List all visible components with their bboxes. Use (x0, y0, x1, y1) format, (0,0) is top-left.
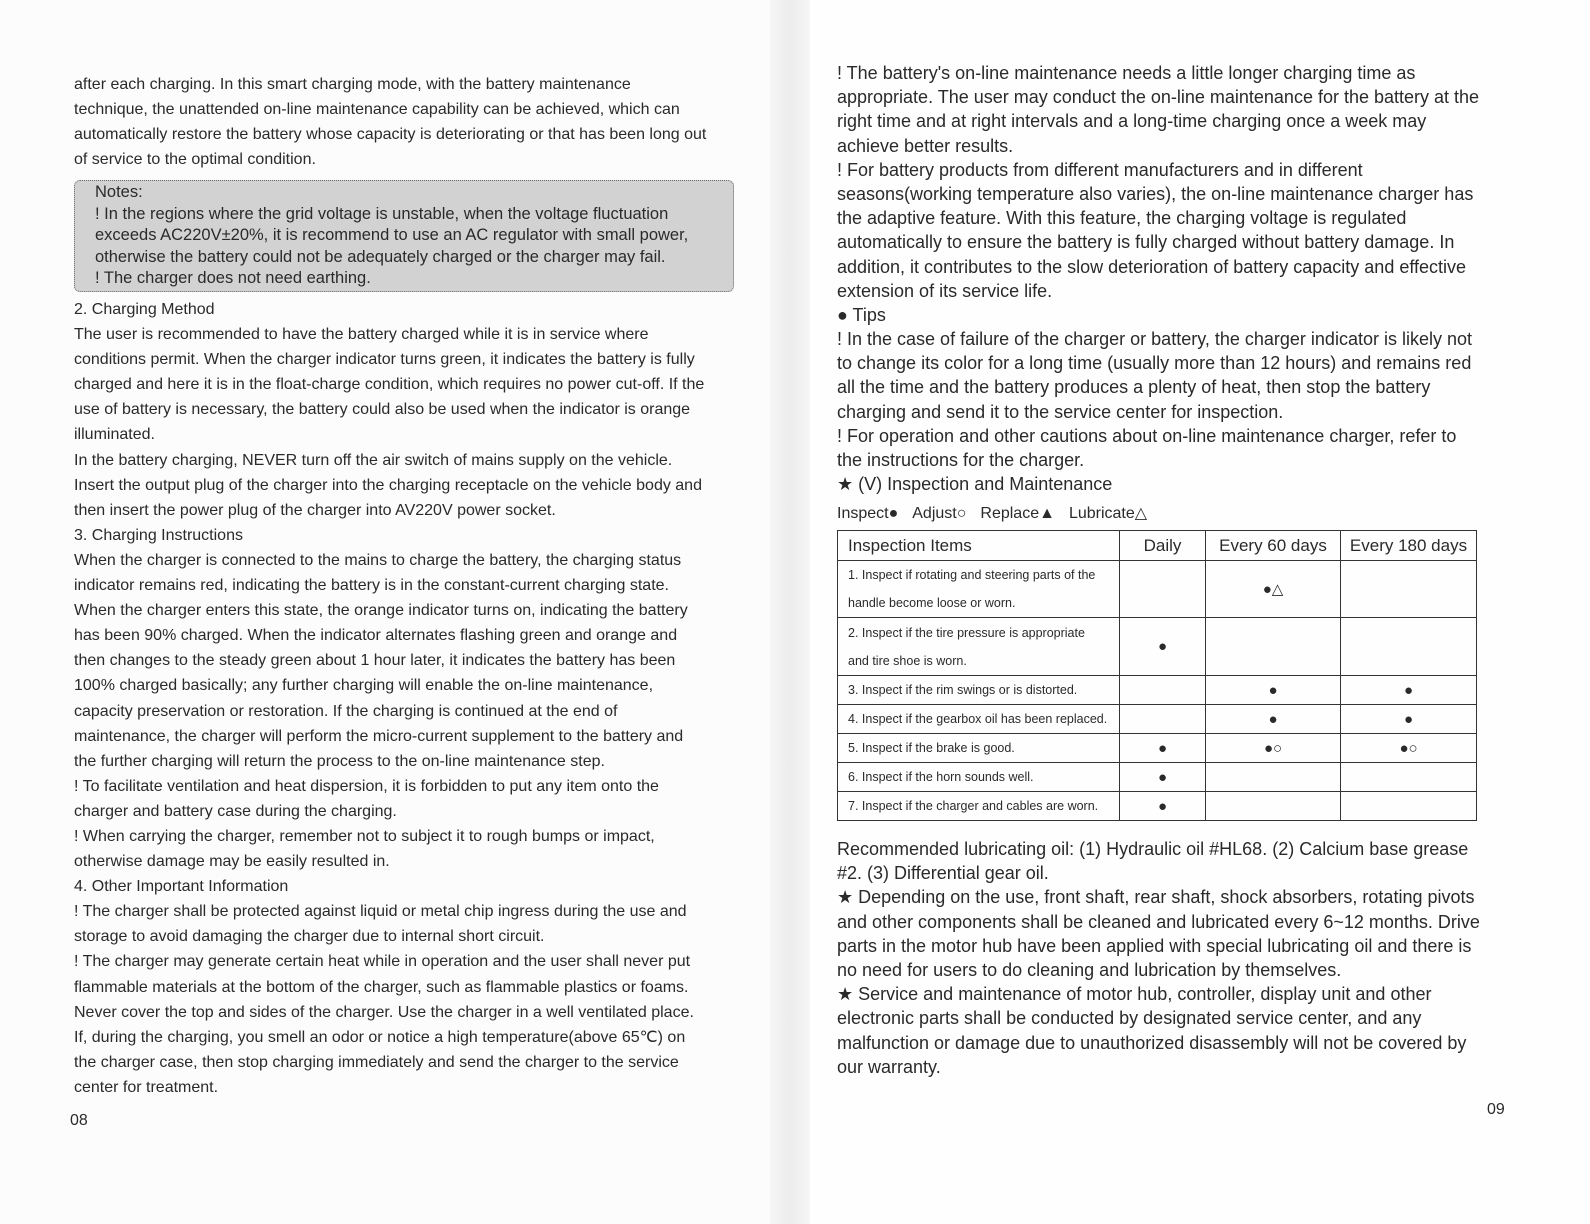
text-line: ! The battery's on-line maintenance needs a little longer charging time as (837, 63, 1416, 83)
text-line: automatically to ensure the battery is fully charged without battery damage. In (837, 232, 1455, 253)
text-line: ★ (V) Inspection and Maintenance (837, 474, 1113, 495)
text-line: ! In the regions where the grid voltage is unstable, when the voltage fluctuation (95, 204, 669, 223)
text-line: ! When carrying the charger, remember not to subject it to rough bumps or impact, (74, 827, 655, 845)
text-line: has been 90% charged. When the indicator alternates flashing green and orange and (74, 627, 678, 645)
text-line: otherwise damage may be easily resulted in. (74, 853, 390, 871)
mark-daily: ● (1120, 734, 1206, 763)
text-line: exceeds AC220V±20%, it is recommend to use an AC regulator with small power, (95, 226, 689, 244)
text-line: parts in the motor hub have been applied with special lubricating oil and there is (837, 935, 1472, 956)
text-line: ! In the case of failure of the charger or battery, the charger indicator is likely not (837, 329, 1472, 350)
text-line: ! For operation and other cautions about on-line maintenance charger, refer to (837, 425, 1457, 446)
text-line: our warranty. (837, 1056, 941, 1077)
item-line: 6. Inspect if the horn sounds well. (848, 770, 1034, 784)
text-line: use of battery is necessary, the battery could also be used when the indicator is orange (74, 401, 691, 419)
column-header: Every 180 days (1341, 531, 1477, 561)
table-row (838, 705, 1477, 734)
mark-daily: ● (1120, 763, 1206, 792)
text-line: seasons(working temperature also varies), the on-line maintenance charger has (837, 183, 1474, 204)
mark-d180: ● (1341, 705, 1477, 734)
column-header: Daily (1120, 531, 1206, 561)
text-line: ★ Depending on the use, front shaft, rear shaft, shock absorbers, rotating pivots (837, 887, 1475, 908)
text-line: addition, it contributes to the slow deterioration of battery capacity and effective (837, 256, 1467, 277)
page-number-right: 09 (1487, 1101, 1505, 1118)
mark-d180 (1341, 763, 1477, 792)
text-line: illuminated. (74, 426, 155, 444)
item-line: 3. Inspect if the rim swings or is distorted. (848, 683, 1078, 697)
mark-d180 (1341, 561, 1477, 618)
text-line: 2. Charging Method (74, 301, 215, 318)
text-line: 3. Charging Instructions (74, 526, 243, 544)
legend-item: Replace▲ (980, 505, 1055, 522)
text-line: If, during the charging, you smell an odor or notice a high temperature(above 65℃) on (74, 1028, 686, 1046)
text-line: Never cover the top and sides of the charger. Use the charger in a well ventilated place. (74, 1003, 694, 1021)
text-line: then insert the power plug of the charger into AV220V power socket. (74, 501, 556, 519)
table-row (838, 734, 1477, 763)
text-line: ● Tips (837, 304, 886, 325)
text-line: In the battery charging, NEVER turn off the air switch of mains supply on the vehicle. (74, 451, 673, 469)
item-line: 2. Inspect if the tire pressure is appropriate (848, 625, 1085, 640)
text-line: ! To facilitate ventilation and heat dispersion, it is forbidden to put any item onto the (74, 777, 659, 795)
text-line: ! For battery products from different manufacturers and in different (837, 159, 1363, 180)
text-line: electronic parts shall be conducted by designated service center, and any (837, 1008, 1422, 1029)
mark-d180: ●○ (1341, 734, 1477, 763)
text-line: ! The charger may generate certain heat while in operation and the user shall never put (74, 953, 691, 971)
text-line: charging and send it to the service center for inspection. (837, 401, 1284, 422)
text-line: maintenance, the charger will perform the micro-current supplement to the battery and (74, 727, 684, 745)
notes-box (74, 180, 734, 292)
item-line: 5. Inspect if the brake is good. (848, 741, 1015, 755)
text-line: Recommended lubricating oil: (1) Hydraulic oil #HL68. (2) Calcium base grease (837, 839, 1469, 859)
text-line: automatically restore the battery whose capacity is deteriorating or that has been long out (74, 126, 707, 144)
text-line: right time and at right intervals and a long-time charging once a week may (837, 111, 1427, 132)
inspection-legend (837, 503, 1161, 523)
text-line: the adaptive feature. With this feature, the charging voltage is regulated (837, 208, 1407, 229)
text-line: 100% charged basically; any further charging will enable the on-line maintenance, (74, 677, 654, 695)
text-line: then changes to the steady green about 1 hour later, it indicates the battery has been (74, 652, 676, 670)
mark-d60 (1206, 792, 1341, 821)
legend-item: Lubricate△ (1068, 505, 1148, 522)
table-row (838, 763, 1477, 792)
table-row (838, 561, 1477, 618)
text-line: appropriate. The user may conduct the on-line maintenance for the battery at the (837, 87, 1480, 108)
text-line: conditions permit. When the charger indicator turns green, it indicates the battery is fully (74, 351, 695, 369)
column-header: Every 60 days (1206, 531, 1341, 561)
text-line: ! The charger does not need earthing. (95, 269, 371, 287)
text-line: of service to the optimal condition. (74, 151, 316, 169)
mark-d60 (1206, 618, 1341, 676)
mark-daily: ● (1120, 618, 1206, 676)
mark-d60: ●△ (1206, 561, 1341, 618)
text-line: all the time and the battery produces a plenty of heat, then stop the battery (837, 377, 1431, 398)
text-line: the charger case, then stop charging immediately and send the charger to the service (74, 1053, 679, 1071)
mark-d180: ● (1341, 676, 1477, 705)
text-line: indicator remains red, indicating the battery is in the constant-current charging state. (74, 577, 669, 595)
text-line: after each charging. In this smart charging mode, with the battery maintenance (74, 76, 631, 93)
legend-item: Adjust○ (912, 505, 967, 522)
inspection-item (838, 705, 1120, 734)
mark-d60: ●○ (1206, 734, 1341, 763)
mark-daily (1120, 561, 1206, 618)
text-line: capacity preservation or restoration. If the charging is continued at the end of (74, 702, 618, 720)
table-header-row (838, 531, 1477, 561)
mark-d180 (1341, 618, 1477, 676)
item-line: 1. Inspect if rotating and steering parts of the (848, 568, 1096, 582)
legend-item: Inspect● (837, 505, 899, 522)
text-line: achieve better results. (837, 135, 1014, 156)
table-row (838, 676, 1477, 705)
mark-d180 (1341, 792, 1477, 821)
text-line: Insert the output plug of the charger into the charging receptacle on the vehicle body and (74, 476, 702, 494)
text-line: and other components shall be cleaned and lubricated every 6~12 months. Drive (837, 911, 1480, 932)
book-gutter (770, 0, 810, 1224)
page-number-left: 08 (70, 1112, 88, 1129)
mark-d60: ● (1206, 705, 1341, 734)
item-line: and tire shoe is worn. (848, 653, 967, 668)
inspection-item (838, 561, 1120, 618)
inspection-item (838, 618, 1120, 676)
item-line: 4. Inspect if the gearbox oil has been replaced. (848, 712, 1108, 726)
text-line: Notes: (95, 183, 143, 201)
text-line: When the charger enters this state, the orange indicator turns on, indicating the battery (74, 602, 688, 620)
intro-paragraph (74, 72, 706, 172)
mark-daily (1120, 676, 1206, 705)
text-line: center for treatment. (74, 1078, 219, 1096)
right-bottom-text (837, 837, 1480, 1079)
text-line: #2. (3) Differential gear oil. (837, 863, 1049, 884)
inspection-item (838, 792, 1120, 821)
text-line: extension of its service life. (837, 280, 1053, 301)
right-top-text (837, 61, 1479, 496)
text-line: 4. Other Important Information (74, 878, 289, 896)
text-line: no need for users to do cleaning and lubrication by themselves. (837, 959, 1342, 980)
mark-daily: ● (1120, 792, 1206, 821)
mark-d60 (1206, 763, 1341, 792)
text-line: charged and here it is in the float-charge condition, which requires no power cut-off. If the (74, 376, 705, 394)
inspection-item (838, 676, 1120, 705)
text-line: charger and battery case during the charging. (74, 802, 397, 820)
text-line: When the charger is connected to the mains to charge the battery, the charging status (74, 551, 682, 569)
mark-d60: ● (1206, 676, 1341, 705)
text-line: technique, the unattended on-line maintenance capability can be achieved, which can (74, 101, 680, 119)
text-line: flammable materials at the bottom of the charger, such as flammable plastics or foams. (74, 978, 689, 996)
inspection-item (838, 734, 1120, 763)
table-row (838, 792, 1477, 821)
text-line: The user is recommended to have the battery charged while it is in service where (74, 326, 649, 344)
left-body-text (74, 297, 704, 1100)
table-row (838, 618, 1477, 676)
text-line: ! The charger shall be protected against liquid or metal chip ingress during the use and (74, 903, 687, 921)
text-line: otherwise the battery could not be adequately charged or the charger may fail. (95, 247, 666, 266)
inspection-item (838, 763, 1120, 792)
text-line: malfunction or damage due to unauthorized disassembly will not be covered by (837, 1032, 1467, 1053)
mark-daily (1120, 705, 1206, 734)
text-line: ★ Service and maintenance of motor hub, controller, display unit and other (837, 984, 1432, 1005)
column-header: Inspection Items (838, 531, 1120, 561)
text-line: storage to avoid damaging the charger due to internal short circuit. (74, 928, 545, 946)
text-line: to change its color for a long time (usually more than 12 hours) and remains red (837, 353, 1472, 374)
text-line: the instructions for the charger. (837, 450, 1085, 470)
item-line: 7. Inspect if the charger and cables are worn. (848, 799, 1099, 813)
text-line: the further charging will return the process to the on-line maintenance step. (74, 752, 605, 770)
item-line: handle become loose or worn. (848, 596, 1016, 610)
inspection-table (837, 530, 1477, 821)
